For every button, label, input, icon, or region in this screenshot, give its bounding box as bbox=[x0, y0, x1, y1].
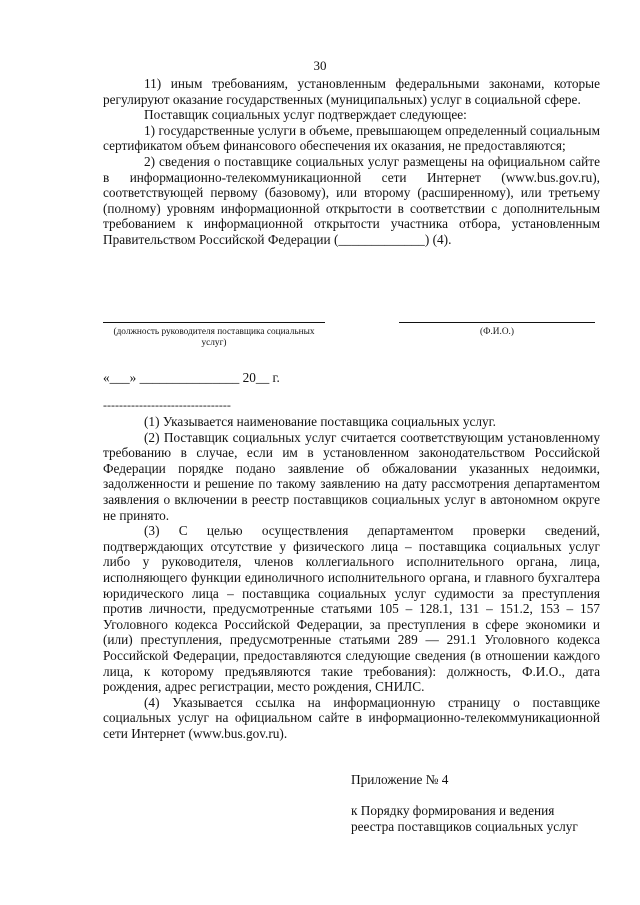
signature-block bbox=[0, 322, 640, 362]
appendix-title: Приложение № 4 bbox=[351, 772, 449, 787]
footnote-3: (3) С целью осуществления департаментом проверки сведений, подтверждающих отсутствие у физического лица – поставщика социальных услуг либо у руководителя, членов коллегиального исполнительного органа, лица, исполняющего функции единоличного исполнительного органа, и главного бухгалтера юридического лица – поставщика социальных услуг судимости за преступления против личности, предусмотренные статьями 105 – 128.1, 131 – 151.2, 153 – 157 Уголовного кодекса Российской Федерации, за преступления в сфере экономики и (или) преступления, предусмотренные статьями 289 — 291.1 Уголовного кодекса Российской Федерации, предоставляются следующие сведения (в отношении каждого лица, к которому предъявляются такие требования): должность, Ф.И.О., дата рождения, адрес регистрации, место рождения, СНИЛС. bbox=[103, 523, 600, 695]
page-number: 30 bbox=[313, 58, 327, 73]
position-caption: (должность руководителя поставщика социальных услуг) bbox=[113, 327, 315, 348]
requirement-11-paragraph: 11) иным требованиям, установленным федеральными законами, которые регулируют оказание государственных (муниципальных) услуг в социальной сфере. bbox=[103, 76, 600, 107]
footnote-1: (1) Указывается наименование поставщика социальных услуг. bbox=[144, 414, 496, 429]
date-line: «___» _______________ 20__ г. bbox=[103, 370, 280, 385]
appendix-subtitle-line-1: к Порядку формирования и ведения bbox=[351, 803, 555, 818]
confirmation-intro: Поставщик социальных услуг подтверждает следующее: bbox=[144, 107, 467, 123]
footnote-separator: -------------------------------- bbox=[103, 398, 231, 412]
footnotes-block bbox=[103, 414, 600, 741]
confirmation-item-1: 1) государственные услуги в объеме, превышающем определенный социальным сертификатом объем финансового обеспечения их оказания, не предоставляются; bbox=[103, 122, 600, 154]
footnote-4: (4) Указывается ссылка на информационную страницу о поставщике социальных услуг на официальном сайте в информационно-телекоммуникационной сети Интернет (www.bus.gov.ru). bbox=[103, 694, 600, 741]
top-text-block bbox=[103, 76, 600, 248]
name-signature-line bbox=[399, 322, 595, 323]
position-signature-line bbox=[103, 322, 325, 323]
appendix-subtitle-line-2: реестра поставщиков социальных услуг bbox=[351, 819, 578, 834]
confirmation-item-2: 2) сведения о поставщике социальных услуг размещены на официальном сайте в информационно-телекоммуникационной сети Интернет (www.bus.gov.ru), соответствующей первому (базовому), или второму (расширенному), или третьему (полному) уровням информационной открытости в соответствии с дополнительным требованием к информационной открытости участника отбора, установленным Правительством Российской Федерации (_____________) (4). bbox=[103, 153, 600, 247]
name-caption: (Ф.И.О.) bbox=[480, 327, 514, 337]
footnote-2: (2) Поставщик социальных услуг считается соответствующим установленному требованию в случае, если им в установленном законодательством Российской Федерации порядке подано заявление об обжаловании указанных недоимки, задолженности и решение по такому заявлению на дату рассмотрения департаментом заявления о включении в реестр поставщиков социальных услуг в автономном округе не принято. bbox=[103, 429, 600, 523]
